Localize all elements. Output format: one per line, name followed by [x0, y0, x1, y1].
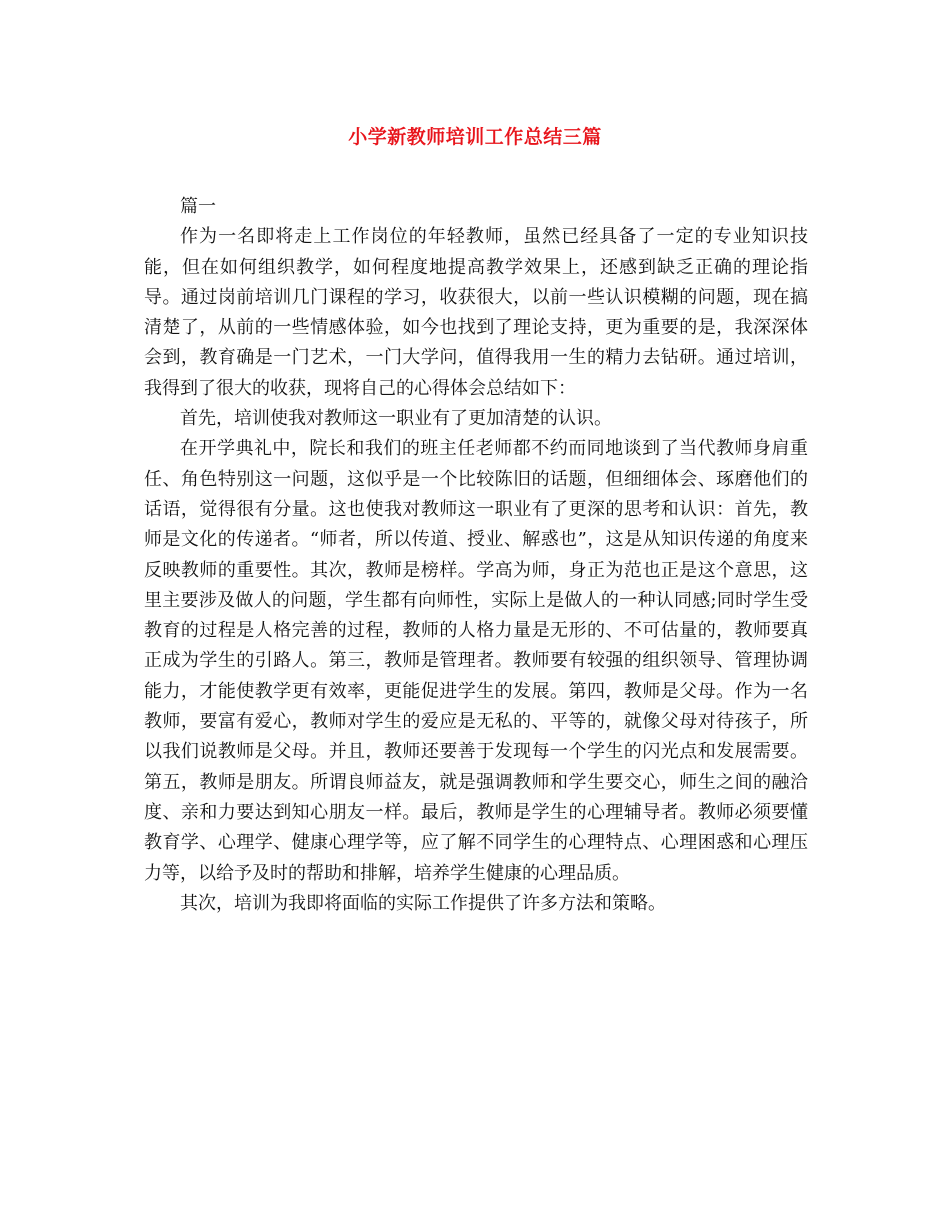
body-paragraph: 首先，培训使我对教师这一职业有了更加清楚的认识。 — [180, 408, 612, 430]
document-body — [144, 192, 808, 919]
body-paragraph: 作为一名即将走上工作岗位的年轻教师，虽然已经具备了一定的专业知识技能，但在如何组织教学，如何程度地提高教学效果上，还感到缺乏正确的理论指导。通过岗前培训几门课程的学习，收获很大，以前一些认识模糊的问题，现在搞清楚了，从前的一些情感体验，如今也找到了理论支持，更为重要的是，我深深体会到，教育确是一门艺术，一门大学问，值得我用一生的精力去钻研。通过培训，我得到了很大的收获，现将自己的心得体会总结如下： — [144, 226, 808, 399]
body-paragraph: 在开学典礼中，院长和我们的班主任老师都不约而同地谈到了当代教师身肩重任、角色特别这一问题，这似乎是一个比较陈旧的话题，但细细体会、琢磨他们的话语，觉得很有分量。这也使我对教师这一职业有了更深的思考和认识：首先，教师是文化的传递者。“师者，所以传道、授业、解惑也”，这是从知识传递的角度来反映教师的重要性。其次，教师是榜样。学高为师，身正为范也正是这个意思，这里主要涉及做人的问题，学生都有向师性，实际上是做人的一种认同感;同时学生受教育的过程是人格完善的过程，教师的人格力量是无形的、不可估量的，教师要真正成为学生的引路人。第三，教师是管理者。教师要有较强的组织领导、管理协调能力，才能使教学更有效率，更能促进学生的发展。第四，教师是父母。作为一名教师，要富有爱心，教师对学生的爱应是无私的、平等的，就像父母对待孩子，所以我们说教师是父母。并且，教师还要善于发现每一个学生的闪光点和发展需要。第五，教师是朋友。所谓良师益友，就是强调教师和学生要交心，师生之间的融洽度、亲和力要达到知心朋友一样。最后，教师是学生的心理辅导者。教师必须要懂教育学、心理学、健康心理学等，应了解不同学生的心理特点、心理困惑和心理压力等，以给予及时的帮助和排解，培养学生健康的心理品质。 — [144, 438, 808, 884]
body-paragraph: 其次，培训为我即将面临的实际工作提供了许多方法和策略。 — [180, 892, 666, 914]
document-title: 小学新教师培训工作总结三篇 — [348, 126, 602, 148]
section-heading: 篇一 — [180, 196, 216, 217]
